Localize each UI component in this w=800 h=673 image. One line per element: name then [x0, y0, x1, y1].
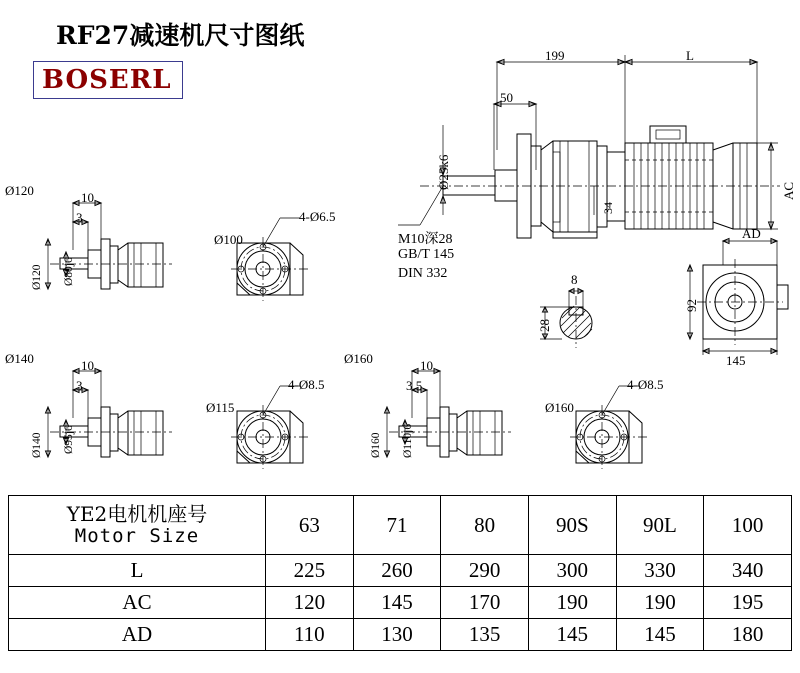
cell-L-71: 260 [353, 555, 441, 587]
cell-L-80: 290 [441, 555, 529, 587]
dim-92-label: 92 [684, 299, 699, 312]
table-header-cn: YE2电机机座号 [66, 501, 208, 526]
table-col-6: 100 [704, 496, 792, 555]
cell-AC-90S: 190 [528, 587, 616, 619]
cell-AD-100: 180 [704, 619, 792, 651]
cell-AD-90L: 145 [616, 619, 704, 651]
flange-120-dim3-label: 3 [76, 210, 83, 225]
flange-160-pcd-label: Ø160 [545, 400, 574, 415]
cell-L-90L: 330 [616, 555, 704, 587]
cell-L-63: 225 [266, 555, 354, 587]
logo-text: BOSERL [42, 65, 172, 95]
note-standard-gb: GB/T 145 [398, 247, 455, 262]
dim-34-label: 34 [601, 202, 615, 214]
flange-140-dim3-label: 3 [76, 378, 83, 393]
row-label-L: L [9, 555, 266, 587]
flange-160-outer-label: Ø160 [344, 351, 373, 366]
leader-thread-note [398, 186, 443, 225]
note-thread: M10深28 [398, 232, 453, 247]
flange-120-dim10-label: 10 [81, 190, 94, 205]
flange-140-bore-label: Ø95j6 [63, 425, 75, 454]
table-col-2: 71 [353, 496, 441, 555]
flange-120-holes-label: 4-Ø6.5 [299, 209, 336, 224]
row-label-AC: AC [9, 587, 266, 619]
dim-50 [494, 102, 536, 171]
cell-L-90S: 300 [528, 555, 616, 587]
flange-160-dim10-label: 10 [420, 358, 433, 373]
key-height-label: 28 [537, 319, 552, 332]
cell-AD-90S: 145 [528, 619, 616, 651]
flange-140-dim10-label: 10 [81, 358, 94, 373]
flange-140-holes-label: 4-Ø8.5 [288, 377, 325, 392]
flange-140-outer-label: Ø140 [5, 351, 34, 366]
dim-199 [497, 55, 625, 150]
spec-table [8, 495, 792, 651]
dim-145-label: 145 [726, 353, 746, 368]
table-header-label [9, 496, 266, 555]
flange-140-pcd-label: Ø115 [206, 400, 235, 415]
dim-AD-label: AD [742, 226, 761, 241]
note-standard-din: DIN 332 [398, 266, 448, 281]
table-row [9, 555, 792, 587]
table-col-5: 90L [616, 496, 704, 555]
flange-120-pcd-label: Ø100 [214, 232, 243, 247]
table-col-4: 90S [528, 496, 616, 555]
flange-160-bore-label: Ø110j6 [402, 423, 414, 458]
dim-L-label: L [686, 48, 694, 63]
table-header-en: Motor Size [74, 524, 200, 547]
flange-160-end [570, 386, 648, 469]
cell-AC-80: 170 [441, 587, 529, 619]
flange-160-face-label: Ø160 [370, 432, 382, 458]
table-col-1: 63 [266, 496, 354, 555]
flange-120-end [231, 218, 309, 301]
cell-AC-100: 195 [704, 587, 792, 619]
flange-140-end [231, 386, 309, 469]
table-header-row [9, 496, 792, 555]
flange-140-face-label: Ø140 [31, 432, 43, 458]
cell-AC-71: 145 [353, 587, 441, 619]
key-width-label: 8 [571, 272, 578, 287]
page-title: RF27减速机尺寸图纸 [56, 21, 305, 50]
cell-AD-80: 135 [441, 619, 529, 651]
dim-199-label: 199 [545, 48, 565, 63]
flange-160-holes-label: 4-Ø8.5 [627, 377, 664, 392]
row-label-AD: AD [9, 619, 266, 651]
motor-end-view [688, 239, 789, 356]
flange-120-outer-label: Ø120 [5, 183, 34, 198]
dim-shaft-dia-label: Ø25k6 [436, 154, 451, 190]
table-row [9, 587, 792, 619]
cell-AC-63: 120 [266, 587, 354, 619]
dim-50-label: 50 [500, 90, 513, 105]
dim-L [625, 60, 757, 151]
flange-120-face-label: Ø120 [31, 264, 43, 290]
cell-AC-90L: 190 [616, 587, 704, 619]
table-row [9, 619, 792, 651]
cell-AD-63: 110 [266, 619, 354, 651]
flange-120-bore-label: Ø80j6 [63, 257, 75, 286]
cell-AD-71: 130 [353, 619, 441, 651]
table-col-3: 80 [441, 496, 529, 555]
flange-160-dim3-label: 3.5 [406, 378, 423, 393]
dim-AC-label: AC [781, 181, 796, 200]
cell-L-100: 340 [704, 555, 792, 587]
